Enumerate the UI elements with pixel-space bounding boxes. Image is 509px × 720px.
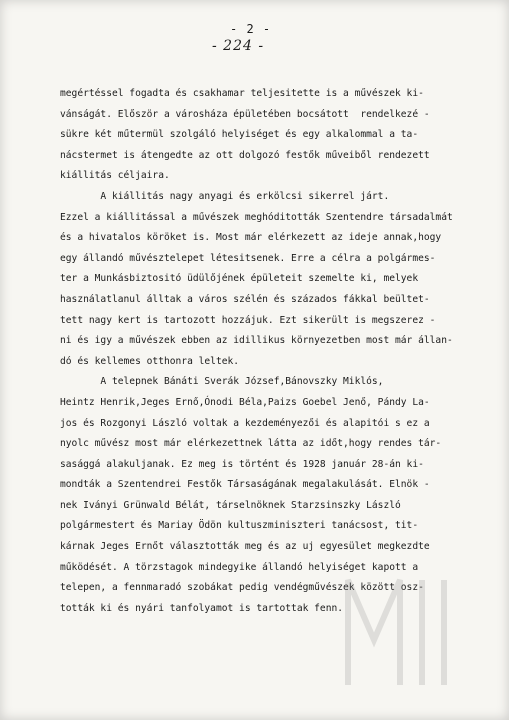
text-line: megértéssel fogadta és csakhamar teljesitette is a művészek ki- bbox=[60, 88, 424, 99]
text-line: A telepnek Bánáti Sverák József,Bánovszky Miklós, bbox=[60, 376, 384, 388]
text-line: Heintz Henrik,Jeges Ernő,Ónodi Béla,Paizs Goebel Jenő, Pándy La- bbox=[60, 396, 430, 408]
text-line: dó és kellemes otthonra leltek. bbox=[60, 355, 240, 367]
text-line: kiállitás céljaira. bbox=[60, 170, 170, 182]
typewritten-body bbox=[60, 84, 480, 619]
text-line: Ezzel a kiállitással a művészek meghóditották Szentendre társadalmát bbox=[60, 211, 453, 223]
text-line: sükre két műtermül szolgáló helyiséget és egy alkalommal a ta- bbox=[60, 129, 419, 141]
text-line: tották ki és nyári tanfolyamot is tartottak fenn. bbox=[60, 602, 344, 614]
text-line: ni és igy a művészek ebben az idillikus környezetben most már állan- bbox=[60, 335, 453, 347]
text-line: mondták a Szentendrei Festők Társaságának megalakulását. Elnök - bbox=[60, 479, 430, 491]
text-line: nyolc művész most már elérkezettnek látta az időt,hogy rendes tár- bbox=[60, 438, 442, 450]
text-line: nácstermet is átengedte az ott dolgozó festők műveiből rendezett bbox=[60, 149, 430, 161]
text-line: ter a Munkásbiztositó üdülőjének épületeit szemelte ki, melyek bbox=[60, 273, 419, 285]
text-line: és a hivatalos köröket is. Most már elérkezett az ideje annak,hogy bbox=[60, 232, 442, 244]
text-line: tett nagy kert is tartozott hozzájuk. Ezt sikerült is megszerez - bbox=[60, 314, 436, 326]
text-line: kárnak Jeges Ernőt választották meg és az uj egyesület megkezdte bbox=[60, 541, 430, 553]
text-line: működését. A törzstagok mindegyike állandó helyiséget kapott a bbox=[60, 561, 419, 573]
text-line: sasággá alakuljanak. Ez meg is történt és 1928 január 28-án ki- bbox=[60, 458, 424, 470]
text-line: jos és Rozgonyi László voltak a kezdeményezői és alapitói s ez a bbox=[60, 417, 430, 429]
text-line: telepen, a fennmaradó szobákat pedig vendégművészek között osz- bbox=[60, 582, 424, 594]
page-number: - 2 - bbox=[230, 22, 272, 36]
text-line: egy állandó művésztelepet létesitsenek. Erre a célra a polgármes- bbox=[60, 252, 436, 264]
text-line: nek Iványi Grünwald Bélát, társelnöknek Starzsinszky László bbox=[60, 499, 401, 511]
text-line: vánságát. Először a városháza épületében bocsátott rendelkezé - bbox=[60, 108, 430, 120]
text-line: használatlanul álltak a város szélén és százados fákkal beültet- bbox=[60, 293, 430, 305]
text-line: A kiállitás nagy anyagi és erkölcsi sikerrel járt. bbox=[60, 190, 390, 202]
archive-number-handwritten: - 224 - bbox=[212, 38, 265, 54]
text-line: polgármestert és Mariay Ödön kultuszminiszteri tanácsost, tit- bbox=[60, 520, 419, 532]
